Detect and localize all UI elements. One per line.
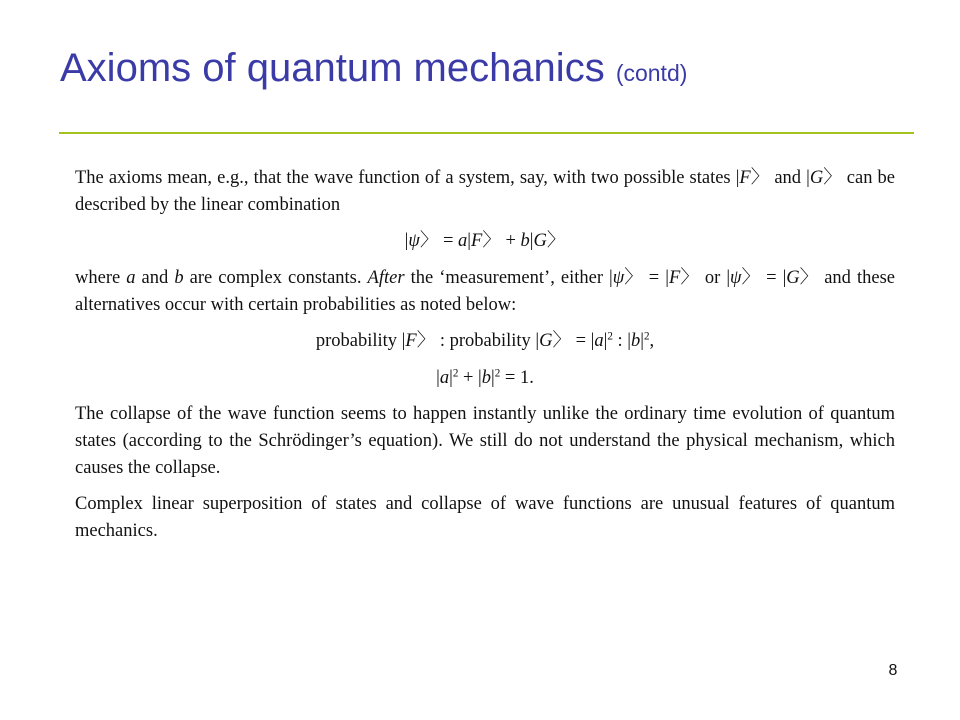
title-main: Axioms of quantum mechanics bbox=[60, 46, 616, 90]
paragraph-measurement: where a and b are complex constants. After the ‘measurement’, either |ψ〉 = |F〉 or |ψ〉 = |G〉 and these alternatives occur with certain probabilities as noted below: bbox=[75, 268, 895, 315]
paragraph-intro: The axioms mean, e.g., that the wave function of a system, say, with two possible states |F〉 and |G〉 can be described by the linear combination bbox=[75, 168, 896, 215]
title-subtitle: (contd) bbox=[615, 60, 688, 86]
equation-superposition: |ψ〉 = a|F〉 + b|G〉 bbox=[404, 231, 566, 251]
equation-probability-ratio: probability |F〉 : probability |G〉 = $|a|^2$ : $|b|^2$, bbox=[315, 330, 655, 351]
equation-normalization: $|a|^2 + |b|^2 = 1$. bbox=[436, 367, 534, 388]
page-number: 8 bbox=[888, 662, 898, 679]
slide-body bbox=[75, 165, 895, 545]
paragraph-collapse: The collapse of the wave function seems to happen instantly unlike the ordinary time evolution of quantum states (according to the Schrödinger’s equation). We still do not understand the physical mechanism, which causes the collapse. bbox=[75, 404, 895, 478]
slide-title bbox=[60, 40, 687, 101]
paragraph-conclusion: Complex linear superposition of states and collapse of wave functions are unusual features of quantum mechanics. bbox=[75, 494, 895, 541]
title-underline bbox=[59, 132, 914, 134]
